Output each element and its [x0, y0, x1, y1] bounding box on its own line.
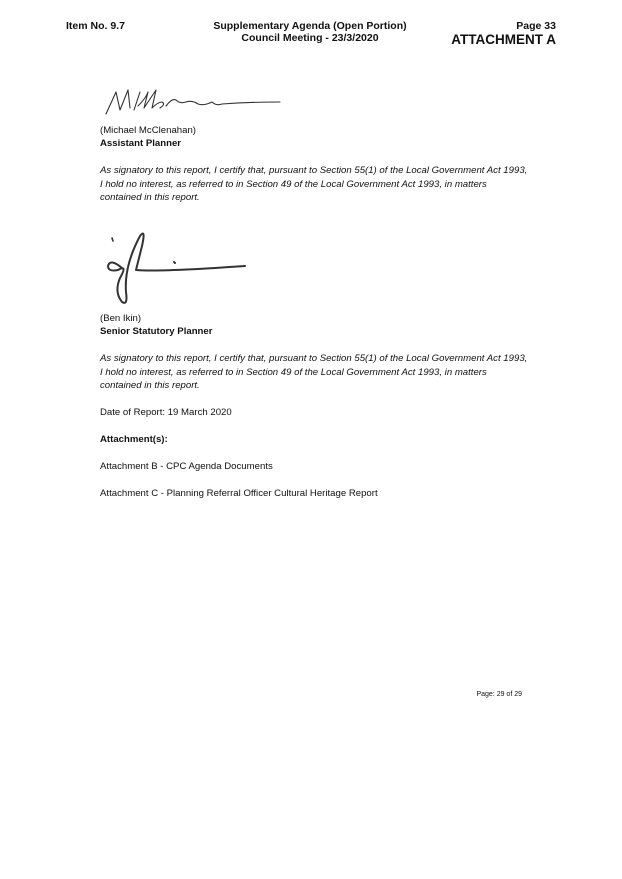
attachment-item: Attachment B - CPC Agenda Documents	[100, 461, 273, 472]
page-count: Page: 29 of 29	[476, 691, 522, 698]
attachments-heading: Attachment(s):	[100, 434, 168, 445]
agenda-title: Supplementary Agenda (Open Portion)	[213, 20, 407, 32]
signatory-1-title: Assistant Planner	[100, 138, 182, 149]
signatory-2-name: (Ben Ikin)	[100, 313, 142, 324]
signatory-2-certification: As signatory to this report, I certify that, pursuant to Section 55(1) of the Local Government Act 1993, I hold no interest, as referred to in Section 49 of the Local Government Act 1993, in matters contained in this report.	[100, 353, 528, 391]
attachment-item: Attachment C - Planning Referral Officer Cultural Heritage Report	[100, 488, 378, 499]
agenda-title-block	[170, 20, 450, 44]
signatory-2-title: Senior Statutory Planner	[100, 326, 213, 337]
signatory-1-certification: As signatory to this report, I certify that, pursuant to Section 55(1) of the Local Government Act 1993, I hold no interest, as referred to in Section 49 of the Local Government Act 1993, in matters contained in this report.	[100, 165, 528, 203]
date-of-report: Date of Report: 19 March 2020	[100, 407, 232, 418]
signature-ikin	[100, 226, 250, 308]
item-number: Item No. 9.7	[66, 20, 125, 32]
meeting-date: Council Meeting - 23/3/2020	[241, 32, 379, 44]
signature-mcclenahan	[100, 84, 285, 120]
attachment-label: ATTACHMENT A	[451, 32, 556, 47]
signatory-1-name: (Michael McClenahan)	[100, 125, 196, 136]
page-number: Page 33	[516, 20, 556, 32]
page-block	[451, 20, 556, 47]
